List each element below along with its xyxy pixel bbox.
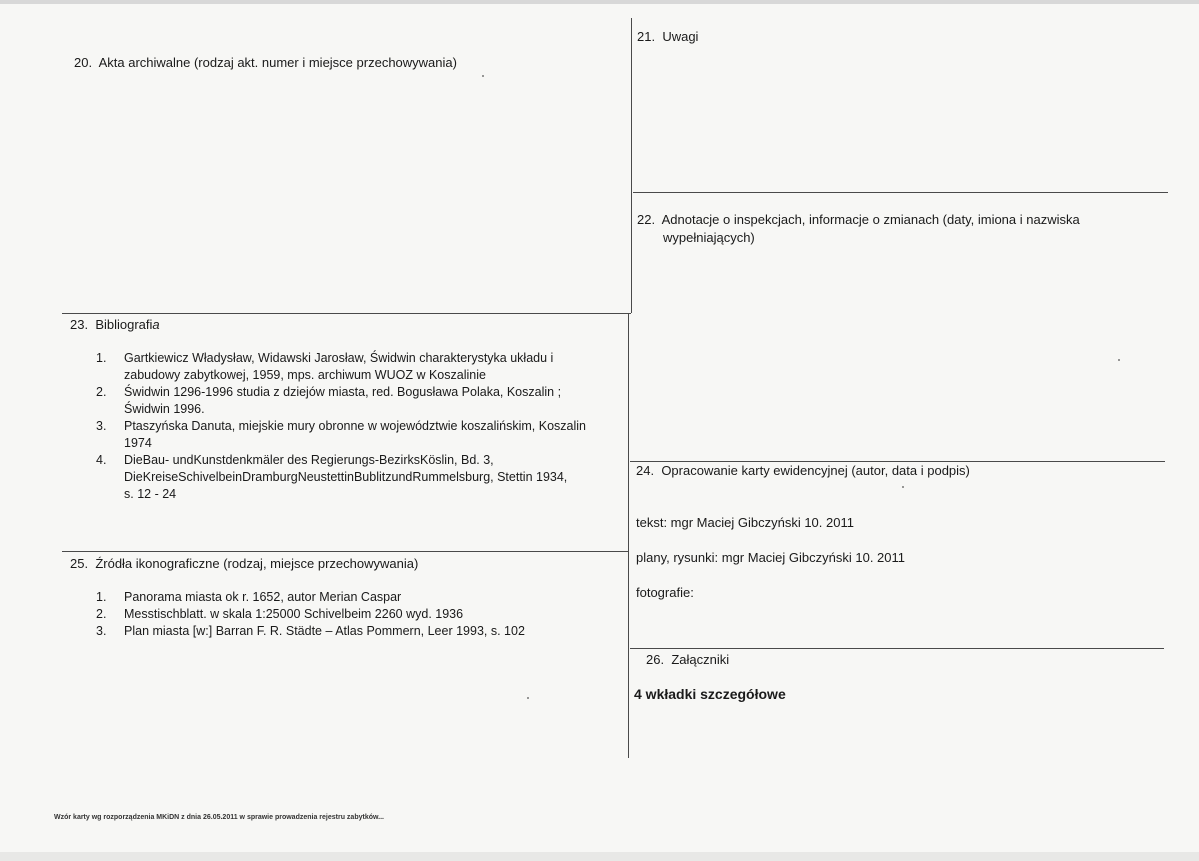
center-vertical-divider [631, 18, 632, 313]
list-item-line: Gartkiewicz Władysław, Widawski Jarosław, Świdwin charakterystyka układu i [124, 351, 554, 365]
section-25-number: 25. [70, 556, 89, 571]
list-item-line: DieKreiseSchivelbeinDramburgNeustettinBublitzundRummelsburg, Stettin 1934, [124, 470, 568, 484]
section-26-content: 4 wkładki szczegółowe [634, 686, 786, 702]
list-item-line: Ptaszyńska Danuta, miejskie mury obronne w województwie koszalińskim, Koszalin [124, 419, 586, 433]
section-21-number: 21. [637, 29, 656, 44]
section-25-title: Źródła ikonograficzne (rodzaj, miejsce przechowywania) [95, 556, 419, 571]
section-20-title: Akta archiwalne (rodzaj akt. numer i miejsce przechowywania) [98, 55, 457, 70]
scan-bottom-edge [0, 852, 1199, 861]
center-vertical-divider-lower [628, 313, 629, 758]
footer-note: Wzór karty wg rozporządzenia MKiDN z dnia 26.05.2011 w sprawie prowadzenia rejestru zabytków... [54, 814, 385, 821]
section-20-number: 20. [74, 55, 93, 70]
list-item-line: DieBau- undKunstdenkmäler des Regierungs-BezirksKöslin, Bd. 3, [124, 453, 494, 467]
list-item-number: 2. [96, 385, 107, 399]
section-25-heading [70, 555, 418, 572]
list-item-line: s. 12 - 24 [124, 487, 177, 501]
list-item-line: Świdwin 1996. [124, 402, 205, 416]
list-item-text: Messtischblatt. w skala 1:25000 Schivelbeim 2260 wyd. 1936 [124, 607, 464, 621]
section-22-title-line2: wypełniających) [663, 230, 755, 245]
scan-top-edge [0, 0, 1199, 4]
list-item [96, 384, 616, 418]
section-24-tekst: tekst: mgr Maciej Gibczyński 10. 2011 [636, 515, 854, 530]
list-item-line: zabudowy zabytkowej, 1959, mps. archiwum WUOZ w Koszalinie [124, 368, 486, 382]
divider-23-25 [62, 551, 628, 552]
list-item [96, 606, 616, 623]
section-22-heading [637, 211, 1080, 228]
list-item-line: 1974 [124, 436, 152, 450]
list-item [96, 623, 616, 640]
scan-speck [1118, 359, 1120, 361]
section-21-title: Uwagi [662, 29, 699, 44]
section-22-title-line1: Adnotacje o inspekcjach, informacje o zmianach (daty, imiona i nazwiska [661, 212, 1080, 227]
list-item-number: 1. [96, 590, 107, 604]
divider-21-22 [633, 192, 1168, 193]
section-26-number: 26. [646, 652, 665, 667]
section-23-title-suffix: a [152, 317, 160, 332]
section-22-number: 22. [637, 212, 656, 227]
list-item-number: 1. [96, 351, 107, 365]
list-item [96, 452, 616, 503]
list-item [96, 589, 616, 606]
section-21-heading [637, 28, 698, 45]
list-item-text: Panorama miasta ok r. 1652, autor Merian Caspar [124, 590, 402, 604]
section-23-title: Bibliografi [95, 317, 153, 332]
list-item-number: 2. [96, 607, 107, 621]
section-23-number: 23. [70, 317, 89, 332]
section-24-plany: plany, rysunki: mgr Maciej Gibczyński 10. 2011 [636, 550, 906, 565]
iconographic-sources-list [96, 589, 616, 640]
list-item [96, 418, 616, 452]
section-20-heading [74, 54, 457, 71]
list-item-line: Świdwin 1296-1996 studia z dziejów miasta, red. Bogusława Polaka, Koszalin ; [124, 385, 562, 399]
list-item-number: 3. [96, 624, 107, 638]
section-24-number: 24. [636, 463, 655, 478]
section-24-heading [636, 462, 970, 479]
section-24-title: Opracowanie karty ewidencyjnej (autor, data i podpis) [661, 463, 970, 478]
divider-24-26 [630, 648, 1164, 649]
section-26-heading [646, 651, 729, 668]
section-24-fotografie: fotografie: [636, 585, 694, 600]
scan-speck [902, 486, 904, 488]
list-item-text: Plan miasta [w:] Barran F. R. Städte – Atlas Pommern, Leer 1993, s. 102 [124, 624, 525, 638]
bibliography-list [96, 350, 616, 503]
list-item-number: 4. [96, 453, 107, 467]
list-item-number: 3. [96, 419, 107, 433]
scan-speck [527, 697, 529, 699]
divider-20-23 [62, 313, 631, 314]
section-26-title: Załączniki [671, 652, 730, 667]
scan-speck [482, 75, 484, 77]
section-23-heading [70, 316, 160, 333]
list-item [96, 350, 616, 384]
